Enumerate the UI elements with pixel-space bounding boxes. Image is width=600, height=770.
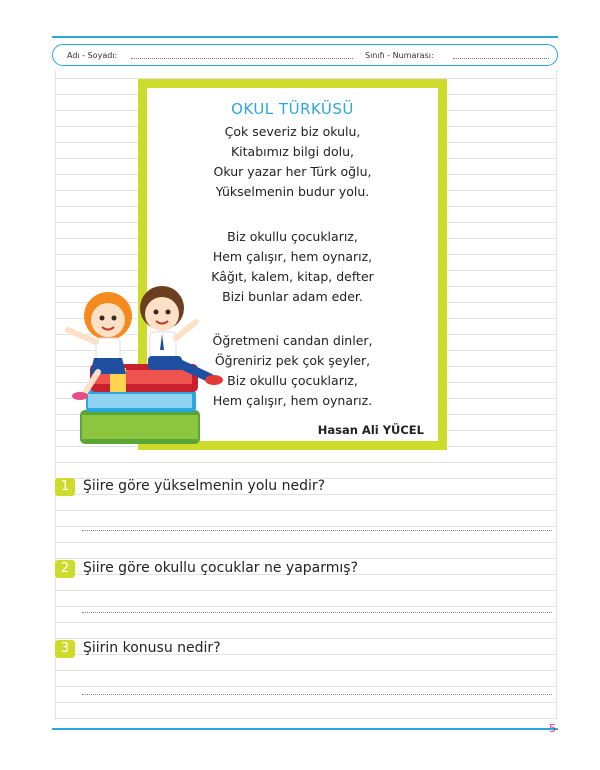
name-label: Adı - Soyadı: [67, 51, 118, 60]
poem-line: Okur yazar her Türk oğlu, [213, 164, 372, 179]
poem-line: Öğreniriz pek çok şeyler, [214, 353, 371, 368]
bottom-rule [52, 728, 558, 730]
answer-line-3[interactable] [82, 694, 552, 695]
question-number-badge: 3 [55, 640, 75, 658]
top-rule [52, 36, 558, 38]
poem-line: Biz okullu çocuklarız, [227, 373, 358, 388]
question-text: Şiire göre yükselmenin yolu nedir? [83, 478, 326, 494]
question-2 [55, 560, 555, 582]
poem-title: OKUL TÜRKÜSÜ [231, 100, 354, 118]
page-number: 5 [549, 722, 556, 735]
poem-line: Biz okullu çocuklarız, [227, 229, 358, 244]
poem-line: Kâğıt, kalem, kitap, defter [211, 269, 374, 284]
question-text: Şiirin konusu nedir? [83, 640, 221, 656]
question-number-badge: 2 [55, 560, 75, 578]
name-field[interactable] [131, 58, 353, 59]
poem-line: Kitabımız bilgi dolu, [230, 144, 355, 159]
right-margin-line [556, 70, 557, 720]
answer-line-1[interactable] [82, 530, 552, 531]
poem-line: Yükselmenin budur yolu. [215, 184, 370, 199]
poem-line: Bizi bunlar adam eder. [222, 289, 363, 304]
question-text: Şiire göre okullu çocuklar ne yaparmış? [83, 560, 359, 576]
children-on-books-illustration [50, 260, 250, 465]
student-info-header [52, 44, 558, 66]
question-number-badge: 1 [55, 478, 75, 496]
poem-line: Hem çalışır, hem oynarız. [212, 393, 373, 408]
answer-line-2[interactable] [82, 612, 552, 613]
poem-line: Hem çalışır, hem oynarız, [212, 249, 373, 264]
poem-line: Çok severiz biz okulu, [224, 124, 361, 139]
poem-line: Öğretmeni candan dinler, [212, 333, 373, 348]
question-1 [55, 478, 555, 500]
poem-author: Hasan Ali YÜCEL [317, 423, 424, 437]
class-field[interactable] [453, 58, 549, 59]
question-3 [55, 640, 555, 662]
class-label: Sınıfı - Numarası: [365, 51, 434, 60]
